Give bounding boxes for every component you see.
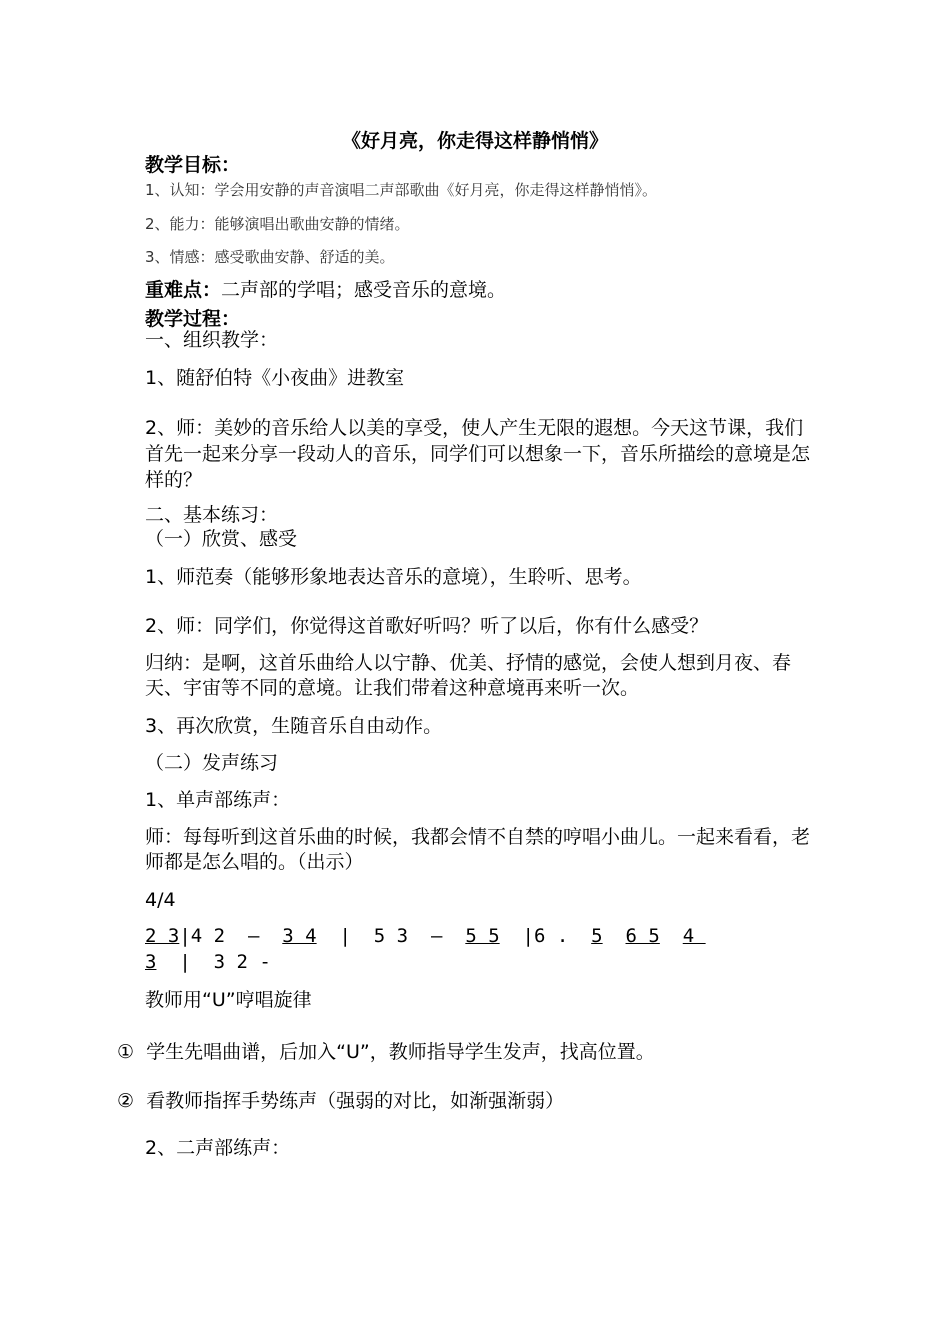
objectives-heading: 教学目标： [145,154,241,176]
note-group: 3 4 [282,925,317,947]
section2-heading: 二、基本练习： [145,504,279,526]
section1-item-2: 2、师：美妙的音乐给人以美的享受，使人产生无限的遐想。今天这节课，我们首先一起来分享一段动人的音乐，同学们可以想象一下，音乐所描绘的意境是怎样的？ [145,417,811,491]
sub2-item-2: 2、二声部练声： [145,1137,291,1159]
sub2-item-1: 1、单声部练声： [145,789,291,811]
note-group: 5 5 [465,925,500,947]
step-1 [117,1037,655,1064]
key-points-text: 二声部的学唱；感受音乐的意境。 [221,279,507,301]
objective-item-1: 1、认知：学会用安静的声音演唱二声部歌曲《好月亮，你走得这样静悄悄》。 [145,181,658,199]
note-group [603,925,626,947]
note-group: 2 3 [145,925,180,947]
note-group: 5 [591,925,603,947]
melody-notation-line-1 [145,925,706,947]
sub2-teacher-text: 师：每每听到这首乐曲的时候，我都会情不自禁的哼唱小曲儿。一起来看看，老师都是怎么唱的。（出示） [145,826,811,873]
step-1-text: 学生先唱曲谱，后加入“U”，教师指导学生发声，找高位置。 [146,1041,655,1063]
hum-line: 教师用“U”哼唱旋律 [145,989,312,1011]
sub1-item-3: 3、再次欣赏，生随音乐自由动作。 [145,715,443,737]
step-2 [117,1086,564,1113]
objective-item-2: 2、能力：能够演唱出歌曲安静的情绪。 [145,215,410,233]
sub1-heading: （一）欣赏、感受 [145,528,298,550]
note-group: |6 . [499,925,592,947]
sub1-item-2: 2、师：同学们，你觉得这首歌好听吗？听了以后，你有什么感受？ [145,615,709,637]
key-points [145,278,506,303]
note-group: 4 [682,925,706,947]
step-2-marker: ② [117,1090,135,1112]
note-group: |4 2 – [179,925,283,947]
process-heading: 教学过程： [145,308,241,330]
note-group: 3 [145,951,157,973]
document-title: 《好月亮，你走得这样静悄悄》 [341,130,608,152]
time-signature: 4/4 [145,889,176,911]
sub2-heading: （二）发声练习 [145,752,279,774]
section1-heading: 一、组织教学： [145,329,279,351]
note-group [660,925,683,947]
note-group: | 3 2 - [156,951,271,973]
sub1-item-1: 1、师范奏（能够形象地表达音乐的意境），生聆听、思考。 [145,566,642,588]
note-group: | 5 3 – [316,925,466,947]
objective-item-3: 3、情感：感受歌曲安静、舒适的美。 [145,248,395,266]
key-points-label: 重难点： [145,279,222,301]
sub1-summary: 归纳：是啊，这首乐曲给人以宁静、优美、抒情的感觉，会使人想到月夜、春天、宇宙等不同的意境。让我们带着这种意境再来听一次。 [145,652,792,699]
section1-item-1: 1、随舒伯特《小夜曲》进教室 [145,367,405,389]
step-1-marker: ① [117,1041,135,1063]
step-2-text: 看教师指挥手势练声（强弱的对比，如渐强渐弱） [146,1090,565,1112]
melody-notation-line-2 [145,951,271,973]
note-group: 6 5 [625,925,660,947]
